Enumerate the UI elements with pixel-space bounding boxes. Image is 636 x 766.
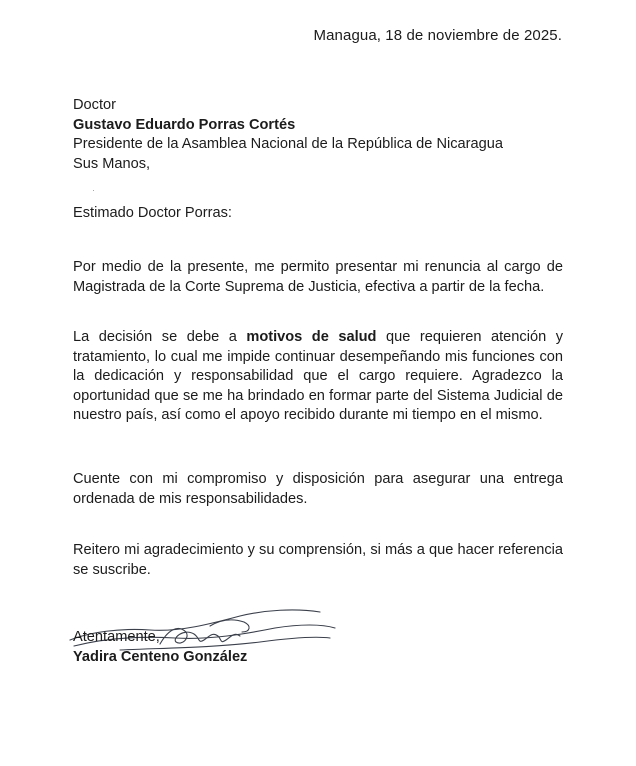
salutation: Estimado Doctor Porras: — [73, 205, 232, 221]
paragraph-reason — [73, 328, 563, 426]
addressee-block — [73, 96, 573, 174]
signer-name: Yadira Centeno González — [73, 648, 248, 665]
closing-block — [73, 628, 373, 667]
addressee-position: Presidente de la Asamblea Nacional de la República de Nicaragua — [73, 136, 503, 153]
addressee-name: Gustavo Eduardo Porras Cortés — [73, 116, 296, 133]
reason-text-before: La decisión se debe a — [73, 329, 247, 345]
addressee-title: Doctor — [73, 97, 116, 113]
reason-emphasis: motivos de salud — [246, 329, 377, 345]
paragraph-gratitude: Reitero mi agradecimiento y su comprensión, si más a que hacer referencia se suscribe. — [73, 542, 563, 578]
letter-date: Managua, 18 de noviembre de 2025. — [313, 27, 562, 44]
paragraph-resignation: Por medio de la presente, me permito presentar mi renuncia al cargo de Magistrada de la Corte Suprema de Justicia, efectiva a partir de la fecha. — [73, 259, 563, 295]
paragraph-commitment: Cuente con mi compromiso y disposición para asegurar una entrega ordenada de mis responsabilidades. — [73, 471, 563, 507]
closing-phrase: Atentamente, — [73, 629, 160, 645]
scan-speck: · — [92, 185, 95, 195]
reason-text-after: que requieren atención y tratamiento, lo cual me impide continuar desempeñando mis funciones con la dedicación y responsabilidad que el cargo requiere. Agradezco la oportunidad que se me ha brindado en formar parte del Sistema Judicial de nuestro país, así como el apoyo recibido durante mi tiempo en el mismo. — [73, 329, 563, 424]
addressee-courtesy: Sus Manos, — [73, 155, 151, 172]
